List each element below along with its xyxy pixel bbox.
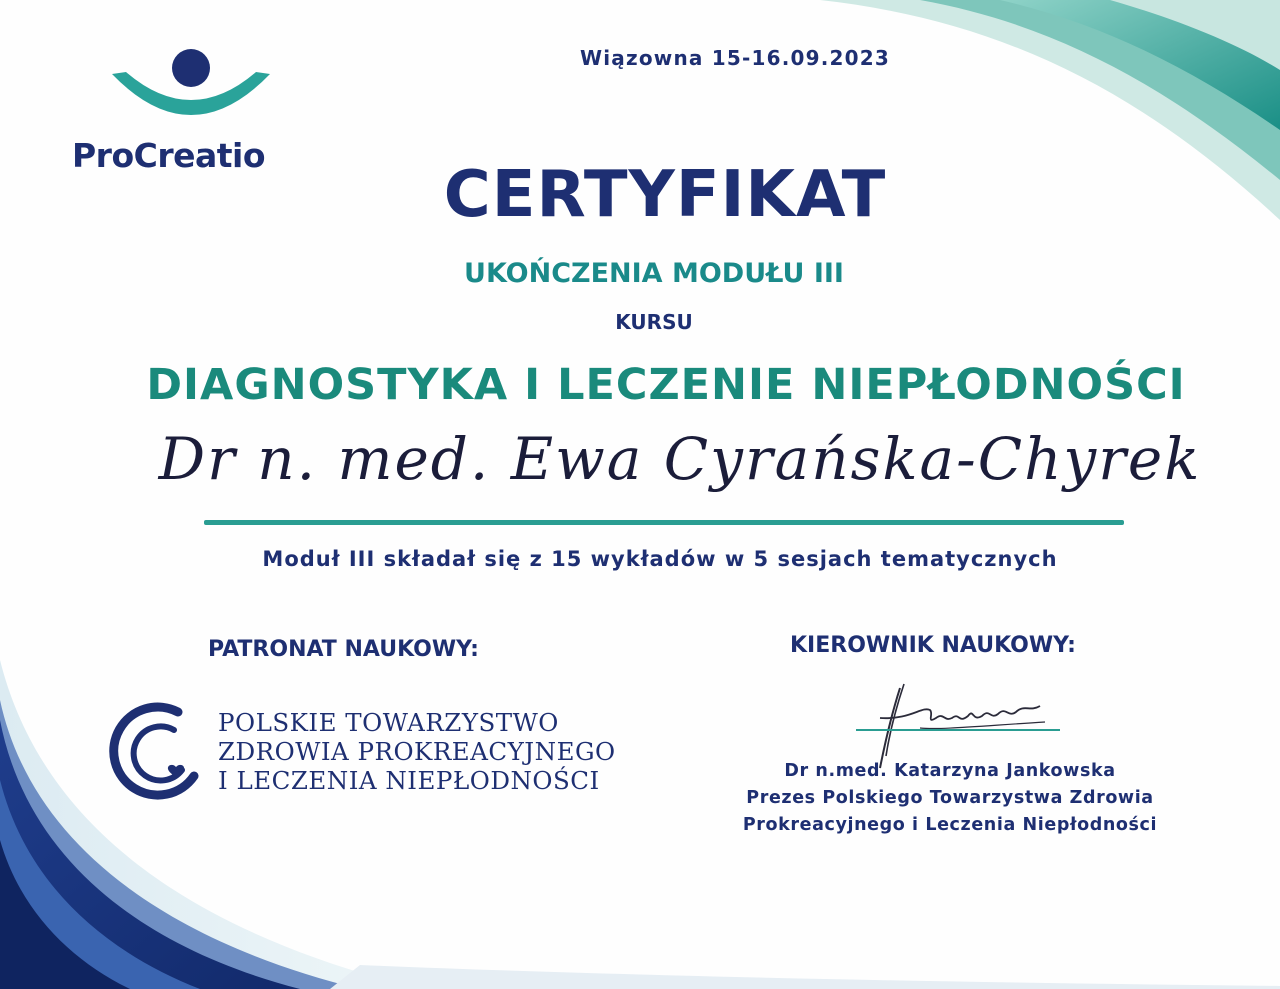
procreatio-logo-icon <box>106 46 276 126</box>
director-info <box>690 758 1210 839</box>
director-name: Dr n.med. Katarzyna Jankowska <box>784 761 1116 781</box>
signature-line <box>856 729 1060 731</box>
society-name-line: I LECZENIA NIEPŁODNOŚCI <box>218 766 600 795</box>
course-name: DIAGNOSTYKA I LECZENIE NIEPŁODNOŚCI <box>146 360 1186 410</box>
location-date: Wiązowna 15-16.09.2023 <box>579 46 891 70</box>
certificate-title: CERTYFIKAT <box>443 158 887 232</box>
director-heading: KIEROWNIK NAUKOWY: <box>790 633 1076 658</box>
module-info: Moduł III składał się z 15 wykładów w 5 sesjach tematycznych <box>262 547 1058 571</box>
certificate-subtitle: UKOŃCZENIA MODUŁU III <box>464 258 844 289</box>
logo-text: ProCreatio <box>72 136 266 175</box>
patronage-heading: PATRONAT NAUKOWY: <box>208 637 479 662</box>
society-name-line: ZDROWIA PROKREACYJNEGO <box>218 737 616 766</box>
course-label: KURSU <box>615 310 693 334</box>
director-title-continued: Prokreacyjnego i Leczenia Niepłodności <box>742 815 1158 835</box>
director-title: Prezes Polskiego Towarzystwa Zdrowia <box>746 788 1154 808</box>
society-name-line: POLSKIE TOWARZYSTWO <box>218 708 559 737</box>
recipient-name: Dr n. med. Ewa Cyrańska-Chyrek <box>158 425 1202 493</box>
society-emblem-icon <box>108 700 208 800</box>
recipient-underline <box>204 520 1124 525</box>
society-name <box>218 708 616 795</box>
